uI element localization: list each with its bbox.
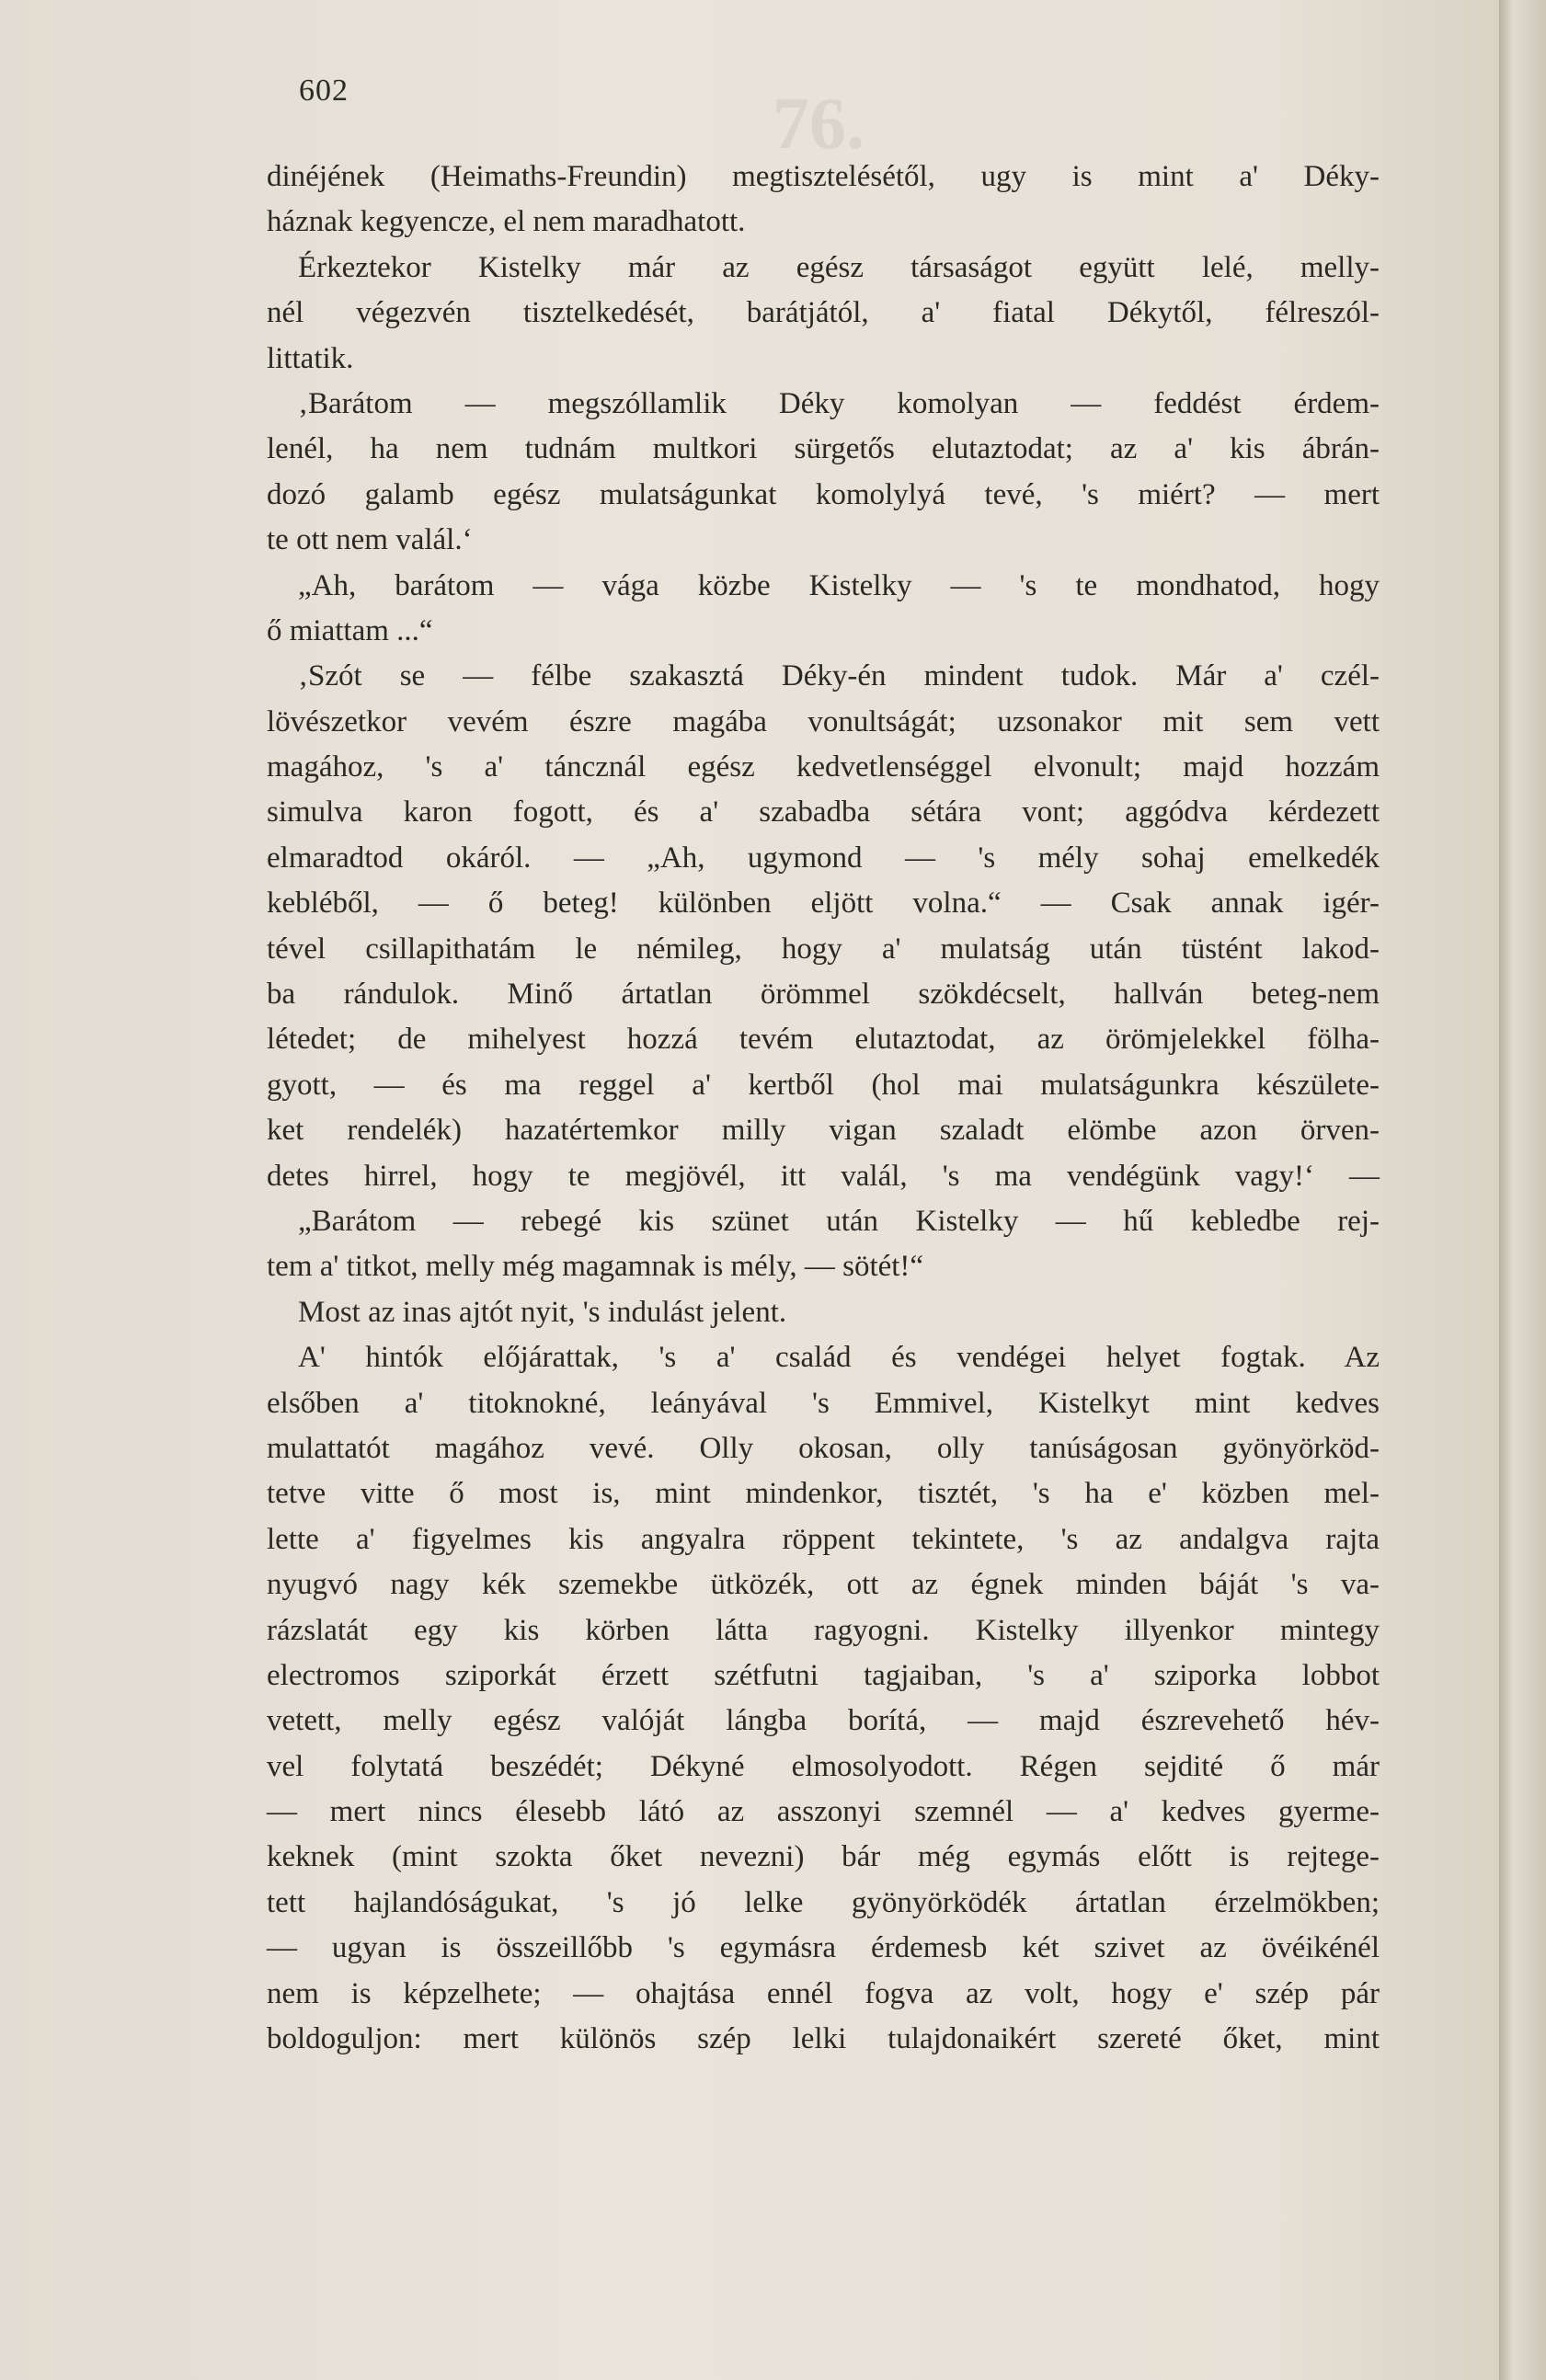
text-line: tetve vitte ő most is, mint mindenkor, tisztét, 's ha e' közben mel-	[267, 1477, 1380, 1511]
text-line: magához, 's a' táncznál egész kedvetlenséggel elvonult; majd hozzám	[267, 750, 1380, 784]
text-line: háznak kegyencze, el nem maradhatott.	[267, 205, 746, 239]
text-line: detes hirrel, hogy te megjövél, itt valál, 's ma vendégünk vagy!‘ —	[267, 1159, 1380, 1193]
text-line: nyugvó nagy kék szemekbe ütközék, ott az égnek minden báját 's va-	[267, 1568, 1380, 1602]
text-line: Érkeztekor Kistelky már az egész társaságot együtt lelé, melly-	[298, 250, 1380, 284]
text-line: tem a' titkot, melly még magamnak is mély, — sötét!“	[267, 1250, 924, 1284]
text-line: ‚Szót se — félbe szakasztá Déky-én mindent tudok. Már a' czél-	[298, 659, 1380, 693]
text-line: nél végezvén tisztelkedését, barátjától, a' fiatal Dékytől, félreszól-	[267, 296, 1380, 330]
text-line: electromos sziporkát érzett szétfutni tagjaiban, 's a' sziporka lobbot	[267, 1658, 1380, 1692]
text-line: — mert nincs élesebb látó az asszonyi szemnél — a' kedves gyerme-	[267, 1795, 1380, 1829]
bleed-through-mark: 76.	[773, 84, 865, 165]
text-line: simulva karon fogott, és a' szabadba sétára vont; aggódva kérdezett	[267, 795, 1380, 830]
body-text	[267, 154, 1380, 2062]
page-edge-shadow	[1499, 0, 1546, 2380]
text-line: létedet; de mihelyest hozzá tevém elutaztodat, az örömjelekkel fölha-	[267, 1023, 1380, 1057]
text-line: ő miattam ...“	[267, 613, 433, 647]
text-line: littatik.	[267, 341, 354, 375]
text-line: nem is képzelhete; — ohajtása ennél fogva az volt, hogy e' szép pár	[267, 1976, 1380, 2010]
text-line: mulattatót magához vevé. Olly okosan, olly tanúságosan gyönyörköd-	[267, 1431, 1380, 1465]
text-line: Most az inas ajtót nyit, 's indulást jelent.	[298, 1295, 787, 1329]
text-line: te ott nem valál.‘	[267, 523, 473, 557]
text-line: keknek (mint szokta őket nevezni) bár még egymás előtt is rejtege-	[267, 1840, 1380, 1874]
text-line: lette a' figyelmes kis angyalra röppent tekintete, 's az andalgva rajta	[267, 1522, 1380, 1556]
text-line: gyott, — és ma reggel a' kertből (hol mai mulatságunkra készülete-	[267, 1068, 1380, 1102]
text-line: vetett, melly egész valóját lángba borítá, — majd észrevehető hév-	[267, 1704, 1380, 1738]
text-line: elsőben a' titoknokné, leányával 's Emmivel, Kistelkyt mint kedves	[267, 1386, 1380, 1420]
text-line: ‚Barátom — megszóllamlik Déky komolyan — feddést érdem-	[298, 386, 1380, 420]
text-line: — ugyan is összeillőbb 's egymásra érdemesb két szivet az övéikénél	[267, 1931, 1380, 1965]
text-line: „Barátom — rebegé kis szünet után Kistelky — hű kebledbe rej-	[298, 1204, 1380, 1238]
text-line: dinéjének (Heimaths-Freundin) megtisztelésétől, ugy is mint a' Déky-	[267, 160, 1380, 193]
text-line: dozó galamb egész mulatságunkat komolylyá tevé, 's miért? — mert	[267, 477, 1380, 511]
text-line: tett hajlandóságukat, 's jó lelke gyönyörködék ártatlan érzelmökben;	[267, 1885, 1380, 1919]
text-line: ket rendelék) hazatértemkor milly vigan szaladt elömbe azon örven-	[267, 1114, 1380, 1148]
text-line: lenél, ha nem tudnám multkori sürgetős elutaztodat; az a' kis ábrán-	[267, 432, 1380, 466]
text-line: vel folytatá beszédét; Dékyné elmosolyodott. Régen sejdité ő már	[267, 1749, 1380, 1783]
text-line: „Ah, barátom — vága közbe Kistelky — 's te mondhatod, hogy	[298, 568, 1380, 602]
text-line: tével csillapithatám le némileg, hogy a' mulatság után tüstént lakod-	[267, 932, 1380, 966]
page-number: 602	[299, 74, 349, 108]
text-line: kebléből, — ő beteg! különben eljött volna.“ — Csak annak igér-	[267, 887, 1380, 921]
text-line: lövészetkor vevém észre magába vonultságát; uzsonakor mit sem vett	[267, 704, 1380, 738]
text-line: ba rándulok. Minő ártatlan örömmel szökdécselt, hallván beteg-nem	[267, 978, 1380, 1012]
text-line: rázslatát egy kis körben látta ragyogni. Kistelky illyenkor mintegy	[267, 1613, 1380, 1647]
text-line: A' hintók előjárattak, 's a' család és vendégei helyet fogtak. Az	[298, 1341, 1380, 1375]
text-line: boldoguljon: mert különös szép lelki tulajdonaikért szereté őket, mint	[267, 2022, 1380, 2056]
text-line: elmaradtod okáról. — „Ah, ugymond — 's mély sohaj emelkedék	[267, 841, 1380, 875]
